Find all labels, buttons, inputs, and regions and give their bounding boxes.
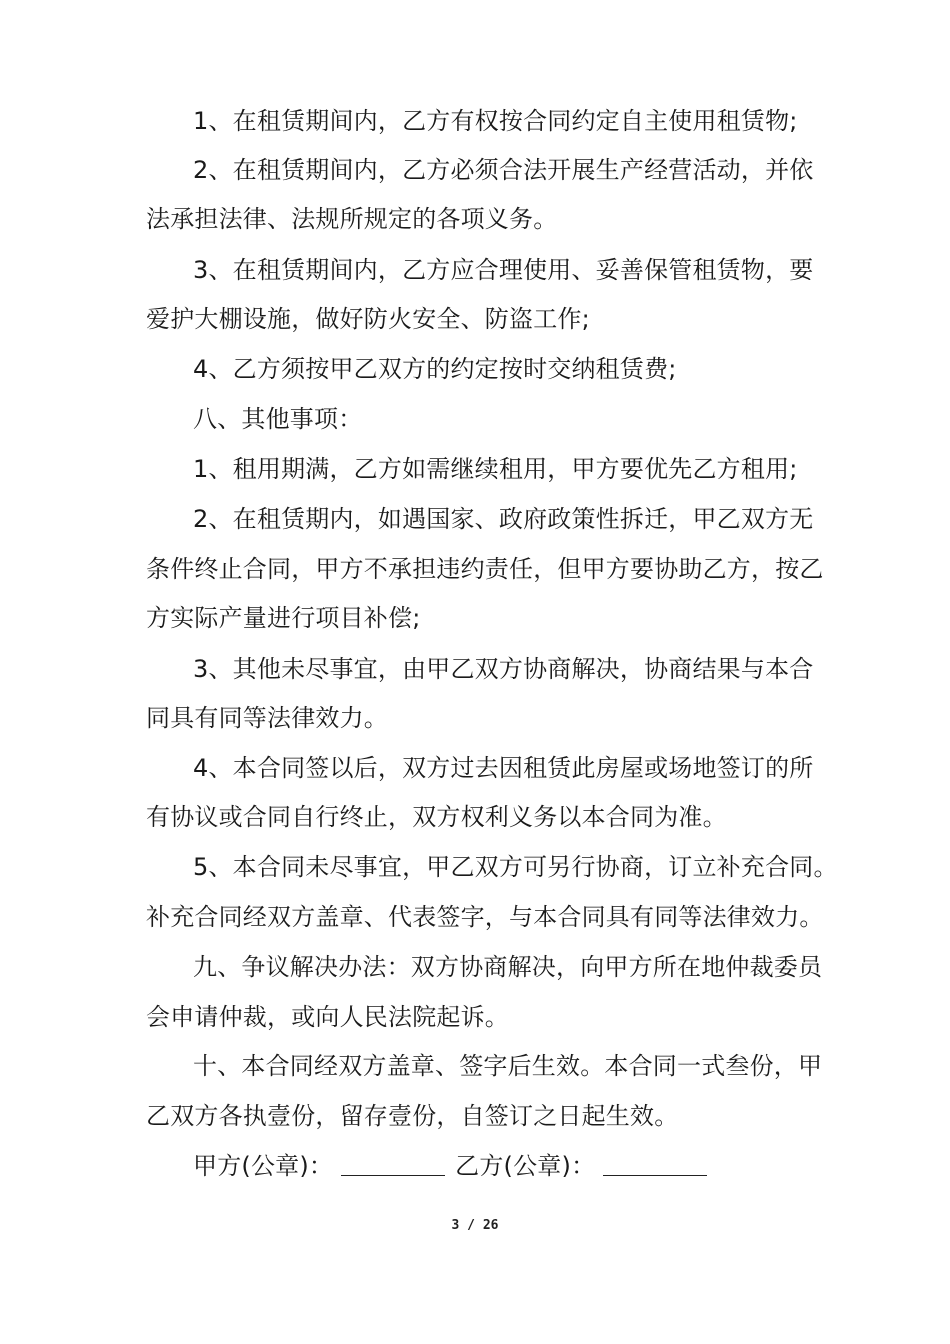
paragraph-line: 乙双方各执壹份，留存壹份，自签订之日起生效。 — [146, 1102, 679, 1130]
paragraph-line: 方实际产量进行项目补偿; — [146, 604, 421, 632]
paragraph-line: 同具有同等法律效力。 — [146, 704, 388, 732]
paragraph-line: 3、在租赁期间内，乙方应合理使用、妥善保管租赁物，要 — [193, 256, 814, 284]
page-number: 3 / 26 — [451, 1218, 499, 1233]
paragraph-line: 爱护大棚设施，做好防火安全、防盗工作; — [146, 305, 590, 333]
paragraph-line: 5、本合同未尽事宜，甲乙双方可另行协商，订立补充合同。 — [193, 853, 838, 881]
paragraph-line: 4、乙方须按甲乙双方的约定按时交纳租赁费; — [193, 355, 677, 383]
section-heading: 九、争议解决办法：双方协商解决，向甲方所在地仲裁委员 — [193, 953, 823, 981]
party-b-signature-blank — [603, 1153, 707, 1176]
paragraph-line: 条件终止合同，甲方不承担违约责任，但甲方要协助乙方，按乙 — [146, 555, 824, 583]
paragraph-line: 有协议或合同自行终止，双方权利义务以本合同为准。 — [146, 803, 727, 831]
paragraph-line: 会申请仲裁，或向人民法院起诉。 — [146, 1003, 509, 1031]
paragraph-line: 2、在租赁期内，如遇国家、政府政策性拆迁，甲乙双方无 — [193, 505, 814, 533]
party-a-label: 甲方(公章)： — [193, 1152, 334, 1180]
paragraph-line: 3、其他未尽事宜，由甲乙双方协商解决，协商结果与本合 — [193, 655, 814, 683]
paragraph-line: 2、在租赁期间内，乙方必须合法开展生产经营活动，并依 — [193, 156, 814, 184]
section-heading: 八、其他事项： — [193, 405, 363, 433]
paragraph-line: 法承担法律、法规所规定的各项义务。 — [146, 205, 558, 233]
paragraph-line: 补充合同经双方盖章、代表签字，与本合同具有同等法律效力。 — [146, 903, 824, 931]
paragraph-line: 1、租用期满，乙方如需继续租用，甲方要优先乙方租用; — [193, 455, 798, 483]
party-b-label: 乙方(公章)： — [455, 1152, 596, 1180]
party-a-signature-blank — [341, 1153, 445, 1176]
paragraph-line: 4、本合同签以后，双方过去因租赁此房屋或场地签订的所 — [193, 754, 814, 782]
section-heading: 十、本合同经双方盖章、签字后生效。本合同一式叁份，甲 — [193, 1052, 823, 1080]
paragraph-line: 1、在租赁期间内，乙方有权按合同约定自主使用租赁物; — [193, 107, 798, 135]
signature-line — [193, 1151, 717, 1181]
